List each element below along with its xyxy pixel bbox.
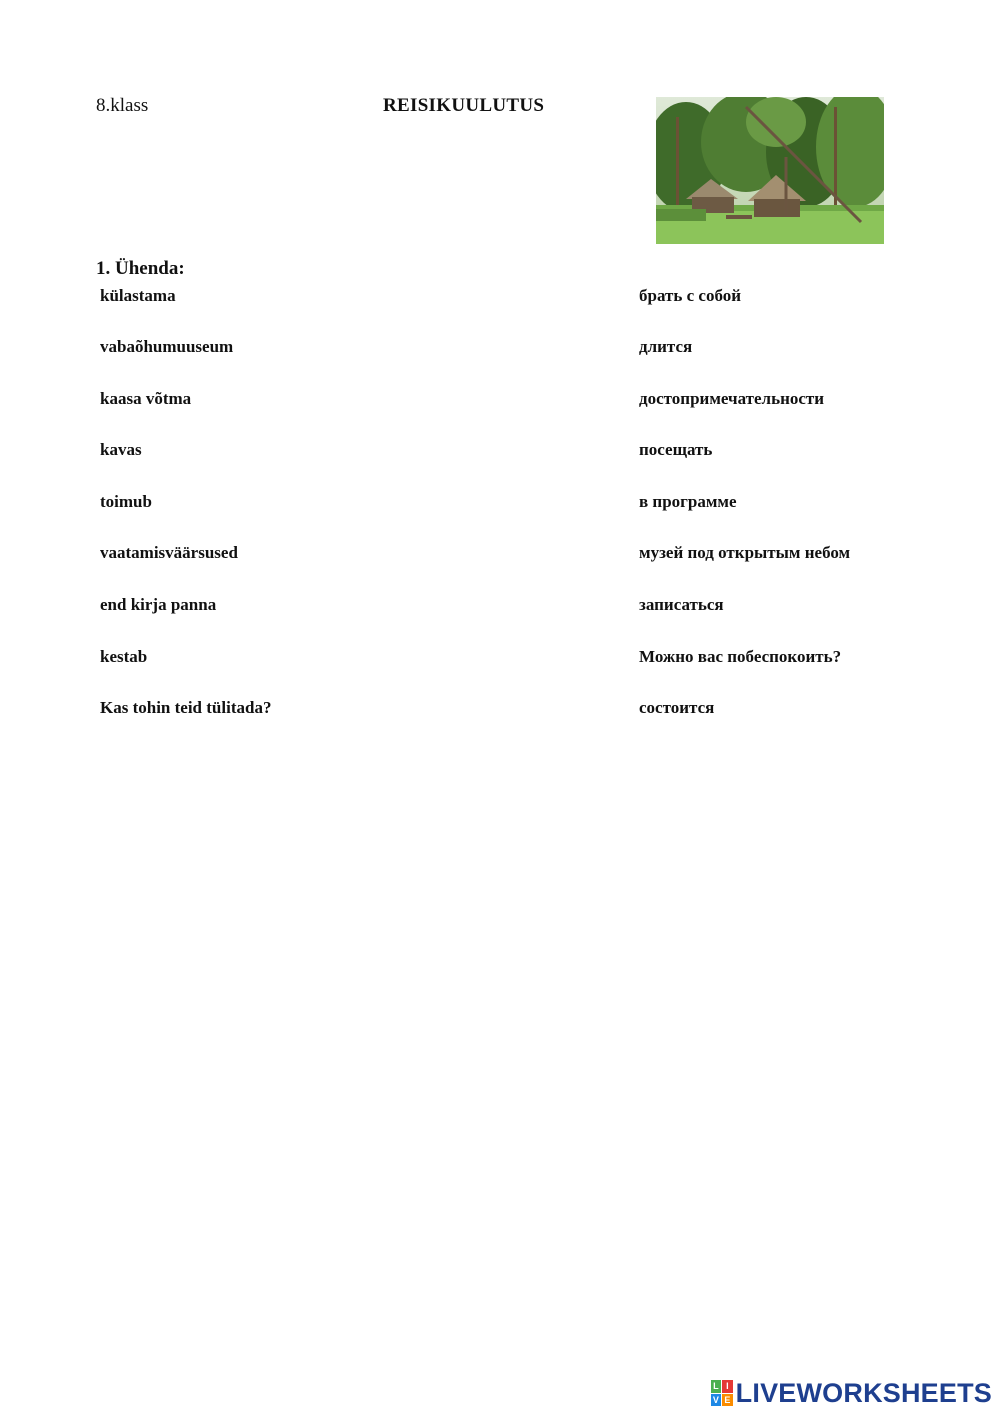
russian-word[interactable]: музей под открытым небом	[639, 543, 851, 562]
estonian-word[interactable]: kavas	[100, 440, 142, 459]
page-title: REISIKUULUTUS	[383, 95, 545, 116]
russian-word[interactable]: в программе	[639, 492, 737, 511]
russian-word[interactable]: записаться	[639, 595, 724, 614]
estonian-word[interactable]: vaatamisväärsused	[100, 543, 238, 562]
russian-word[interactable]: брать с собой	[639, 286, 742, 305]
mark-letter: V	[711, 1394, 722, 1407]
russian-word[interactable]: достопримечательности	[639, 389, 825, 408]
village-photo-icon	[656, 97, 884, 244]
brand-name: LIVEWORKSHEETS	[735, 1377, 992, 1408]
mark-letter: I	[722, 1380, 733, 1393]
estonian-word[interactable]: vabaõhumuuseum	[100, 337, 234, 356]
russian-word[interactable]: состоится	[639, 698, 715, 717]
mark-letter: E	[722, 1394, 733, 1407]
russian-word[interactable]: Можно вас побеспокоить?	[639, 647, 842, 666]
liveworksheets-logo	[711, 1378, 992, 1408]
russian-word[interactable]: длится	[639, 337, 693, 356]
estonian-word[interactable]: kaasa võtma	[100, 389, 192, 408]
estonian-word[interactable]: külastama	[100, 286, 176, 305]
grade-label: 8.klass	[96, 95, 149, 116]
estonian-word[interactable]: kestab	[100, 647, 148, 666]
mark-letter: L	[711, 1380, 722, 1393]
liveworksheets-mark-icon	[711, 1380, 733, 1406]
estonian-word[interactable]: end kirja panna	[100, 595, 217, 614]
estonian-word[interactable]: toimub	[100, 492, 152, 511]
russian-word[interactable]: посещать	[639, 440, 713, 459]
estonian-word[interactable]: Kas tohin teid tülitada?	[100, 698, 272, 717]
task-heading: 1. Ühenda:	[96, 258, 185, 279]
